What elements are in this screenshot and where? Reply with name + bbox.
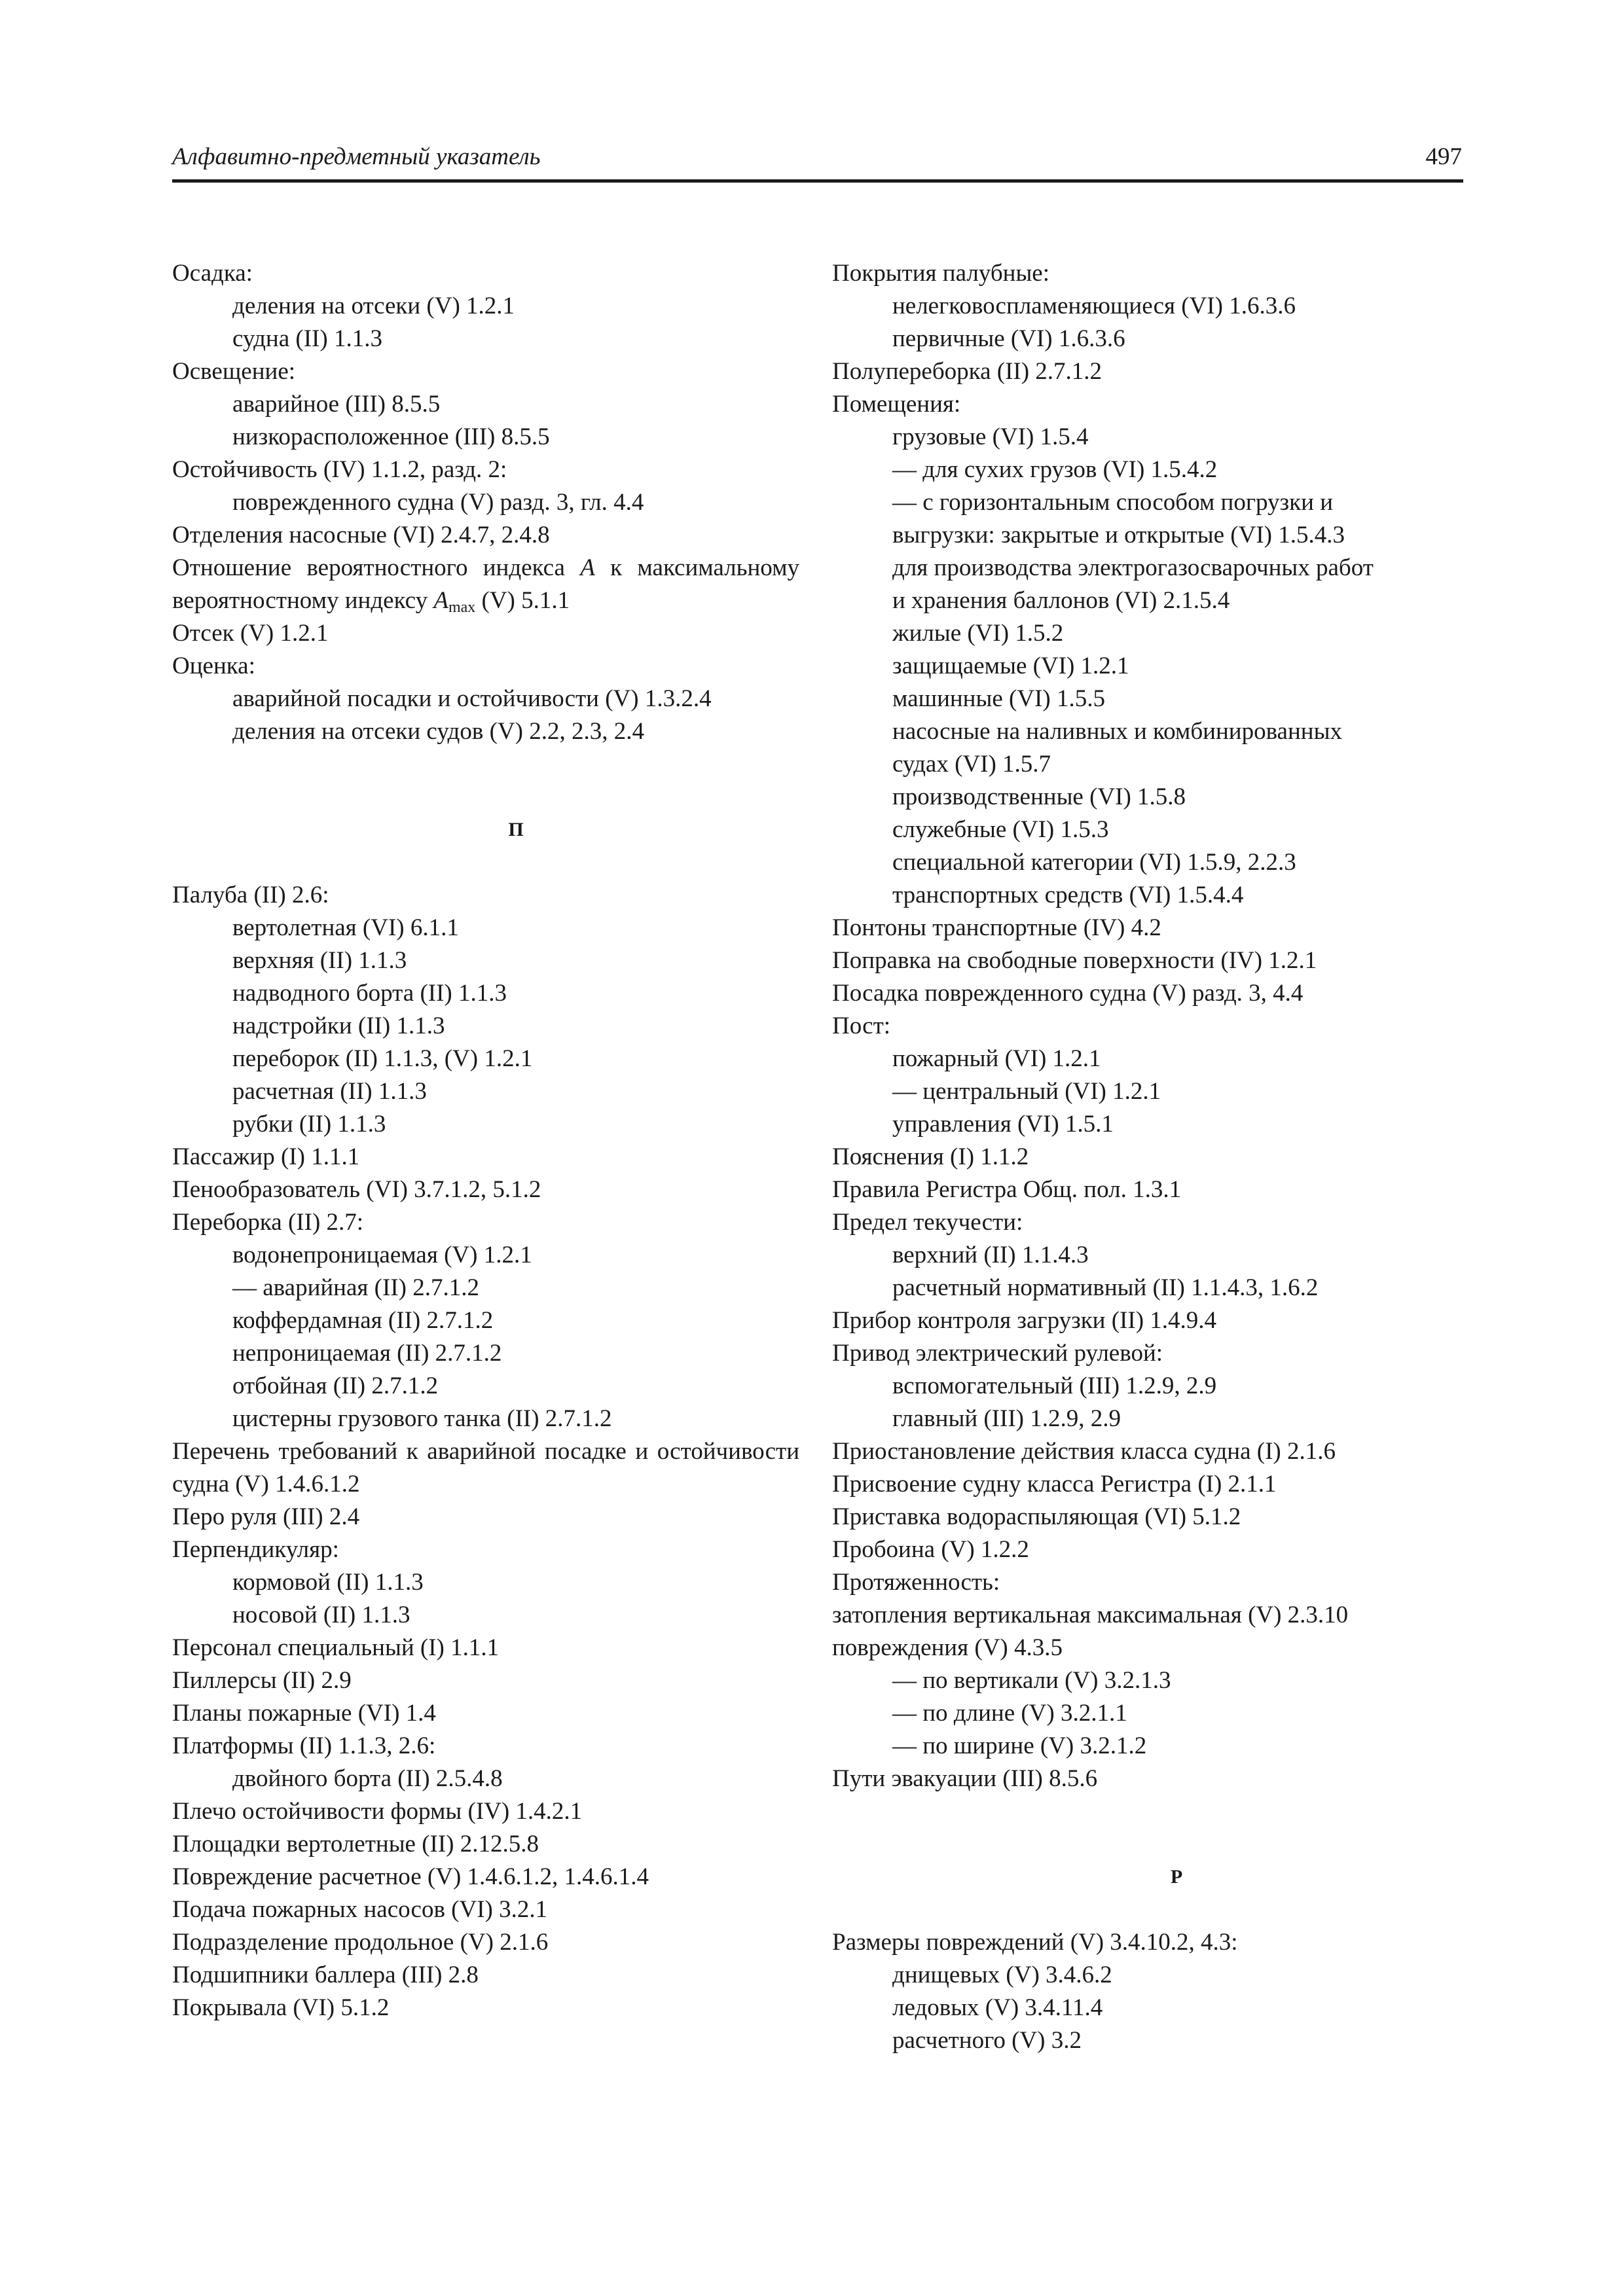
index-subentry: — аварийная (II) 2.7.1.2	[232, 1274, 479, 1301]
index-subentry: верхняя (II) 1.1.3	[232, 947, 407, 974]
index-entry: Повреждение расчетное (V) 1.4.6.1.2, 1.4.6.1.4	[172, 1863, 649, 1890]
index-entry: Присвоение судну класса Регистра (I) 2.1.1	[832, 1471, 1277, 1498]
index-subentry: двойного борта (II) 2.5.4.8	[232, 1765, 503, 1792]
index-subentry: судах (VI) 1.5.7	[892, 751, 1051, 778]
index-entry: Плечо остойчивости формы (IV) 1.4.2.1	[172, 1798, 583, 1825]
index-entry: Приостановление действия класса судна (I) 2.1.6	[832, 1438, 1336, 1465]
index-entry: Полупереборка (II) 2.7.1.2	[832, 358, 1103, 385]
index-subentry: нелегковоспламеняющиеся (VI) 1.6.3.6	[892, 293, 1296, 319]
index-subentry: судна (II) 1.1.3	[232, 325, 382, 352]
index-subentry: низкорасположенное (III) 8.5.5	[232, 423, 550, 450]
index-entry: Подшипники баллера (III) 2.8	[172, 1962, 479, 1988]
index-entry-ratio: Отношение вероятностного индекса A к максимальному вероятностному индексу $A_{max}$ (V) 5.1.1	[172, 554, 800, 616]
index-subentry: цистерны грузового танка (II) 2.7.1.2	[232, 1405, 612, 1432]
index-subentry: кормовой (II) 1.1.3	[232, 1569, 424, 1596]
index-entry: Оценка:	[172, 653, 255, 679]
index-entry: Пост:	[832, 1013, 891, 1039]
index-entry: Остойчивость (IV) 1.1.2, разд. 2:	[172, 456, 507, 483]
index-subentry: — с горизонтальным способом погрузки и	[892, 489, 1333, 516]
index-entry: Перпендикуляр:	[172, 1536, 339, 1563]
index-entry: Пробоина (V) 1.2.2	[832, 1536, 1029, 1563]
index-entry-perechen: Перечень требований к аварийной посадке и остойчивости судна (V) 1.4.6.1.2	[172, 1438, 799, 1498]
index-entry: Платформы (II) 1.1.3, 2.6:	[172, 1732, 436, 1759]
index-entry: Площадки вертолетные (II) 2.12.5.8	[172, 1831, 539, 1857]
index-subentry: первичные (VI) 1.6.3.6	[892, 325, 1125, 352]
index-subentry: вспомогательный (III) 1.2.9, 2.9	[892, 1372, 1217, 1399]
index-subentry: машинные (VI) 1.5.5	[892, 685, 1105, 712]
running-title: Алфавитно-предметный указатель	[172, 143, 541, 170]
index-group-p	[172, 879, 799, 1435]
index-entry: Приставка водораспыляющая (VI) 5.1.2	[832, 1503, 1241, 1530]
index-subentry: непроницаемая (II) 2.7.1.2	[232, 1340, 502, 1367]
index-group-o-tail	[172, 617, 799, 748]
index-subentry: водонепроницаемая (V) 1.2.1	[232, 1242, 532, 1268]
index-entry: Осадка:	[172, 260, 253, 287]
index-subentry: аварийной посадки и остойчивости (V) 1.3.2.4	[232, 685, 712, 712]
index-subentry: производственные (VI) 1.5.8	[892, 783, 1186, 810]
index-subentry: пожарный (VI) 1.2.1	[892, 1045, 1101, 1072]
index-entry: Предел текучести:	[832, 1209, 1023, 1236]
index-entry: Поправка на свободные поверхности (IV) 1.2.1	[832, 947, 1317, 974]
index-group-p-continued	[832, 257, 1461, 1795]
index-subentry: аварийное (III) 8.5.5	[232, 391, 441, 418]
page-number: 497	[1425, 143, 1462, 170]
index-entry: Покрытия палубные:	[832, 260, 1050, 287]
right-column	[832, 257, 1461, 2057]
index-entry: Палуба (II) 2.6:	[172, 882, 329, 908]
index-entry: Отсек (V) 1.2.1	[172, 620, 329, 647]
index-subentry: расчетного (V) 3.2	[892, 2027, 1082, 2054]
index-subentry: ледовых (V) 3.4.11.4	[892, 1994, 1103, 2021]
index-subentry: выгрузки: закрытые и открытые (VI) 1.5.4.3	[892, 522, 1345, 548]
index-subentry: надстройки (II) 1.1.3	[232, 1013, 445, 1039]
index-entry: Понтоны транспортные (IV) 4.2	[832, 914, 1161, 941]
index-subentry: транспортных средств (VI) 1.5.4.4	[892, 882, 1244, 908]
index-subentry: деления на отсеки судов (V) 2.2, 2.3, 2.4	[232, 718, 644, 745]
running-header	[172, 143, 1463, 183]
index-entry: Пути эвакуации (III) 8.5.6	[832, 1765, 1098, 1792]
index-subentry: надводного борта (II) 1.1.3	[232, 980, 507, 1007]
index-entry: Пассажир (I) 1.1.1	[172, 1143, 360, 1170]
index-subentry: управления (VI) 1.5.1	[892, 1111, 1114, 1138]
index-entry: затопления вертикальная максимальная (V) 2.3.10	[832, 1602, 1349, 1628]
index-entry: Привод электрический рулевой:	[832, 1340, 1163, 1367]
index-subentry: рубки (II) 1.1.3	[232, 1111, 386, 1138]
index-subentry: — для сухих грузов (VI) 1.5.4.2	[892, 456, 1218, 483]
index-entry: Подразделение продольное (V) 2.1.6	[172, 1929, 549, 1956]
index-entry: Прибор контроля загрузки (II) 1.4.9.4	[832, 1307, 1217, 1334]
section-heading-p: П	[508, 819, 524, 840]
left-column	[172, 257, 799, 2024]
index-entry: Посадка поврежденного судна (V) разд. 3, 4.4	[832, 980, 1304, 1007]
index-entry: Протяженность:	[832, 1569, 1000, 1596]
index-entry: Правила Регистра Общ. пол. 1.3.1	[832, 1176, 1182, 1203]
index-subentry: для производства электрогазосварочных работ	[892, 554, 1374, 581]
index-subentry: защищаемые (VI) 1.2.1	[892, 653, 1129, 679]
index-entry: Размеры повреждений (V) 3.4.10.2, 4.3:	[832, 1929, 1238, 1956]
index-entry: Отделения насосные (VI) 2.4.7, 2.4.8	[172, 522, 550, 548]
index-entry: Переборка (II) 2.7:	[172, 1209, 364, 1236]
index-subentry: специальной категории (VI) 1.5.9, 2.2.3	[892, 849, 1296, 876]
index-subentry: — по длине (V) 3.2.1.1	[892, 1700, 1127, 1727]
index-subentry: расчетный нормативный (II) 1.1.4.3, 1.6.2	[892, 1274, 1319, 1301]
index-entry: Пенообразователь (VI) 3.7.1.2, 5.1.2	[172, 1176, 541, 1203]
index-group-p-tail	[172, 1501, 799, 2024]
index-entry: Планы пожарные (VI) 1.4	[172, 1700, 436, 1727]
index-subentry: грузовые (VI) 1.5.4	[892, 423, 1089, 450]
index-subentry: — центральный (VI) 1.2.1	[892, 1078, 1161, 1105]
index-subentry: переборок (II) 1.1.3, (V) 1.2.1	[232, 1045, 533, 1072]
index-entry: Освещение:	[172, 358, 296, 385]
index-entry: Помещения:	[832, 391, 961, 418]
index-entry: Перо руля (III) 2.4	[172, 1503, 360, 1530]
section-heading-r: Р	[1170, 1866, 1183, 1888]
index-entry: Покрывала (VI) 5.1.2	[172, 1994, 390, 2021]
index-subentry: — по вертикали (V) 3.2.1.3	[892, 1667, 1171, 1694]
index-subentry: верхний (II) 1.1.4.3	[892, 1242, 1089, 1268]
index-subentry: расчетная (II) 1.1.3	[232, 1078, 427, 1105]
index-subentry: насосные на наливных и комбинированных	[892, 718, 1342, 745]
index-subentry: носовой (II) 1.1.3	[232, 1602, 410, 1628]
index-subentry: коффердамная (II) 2.7.1.2	[232, 1307, 494, 1334]
index-entry: повреждения (V) 4.3.5	[832, 1634, 1063, 1661]
index-entry: Пиллерсы (II) 2.9	[172, 1667, 352, 1694]
index-subentry: служебные (VI) 1.5.3	[892, 816, 1109, 843]
index-subentry: отбойная (II) 2.7.1.2	[232, 1372, 439, 1399]
index-entry: Подача пожарных насосов (VI) 3.2.1	[172, 1896, 548, 1923]
index-subentry: деления на отсеки (V) 1.2.1	[232, 293, 515, 319]
index-subentry: главный (III) 1.2.9, 2.9	[892, 1405, 1121, 1432]
index-group-r	[832, 1926, 1461, 2057]
index-subentry: жилые (VI) 1.5.2	[892, 620, 1064, 647]
index-entry: Пояснения (I) 1.1.2	[832, 1143, 1029, 1170]
index-subentry: — по ширине (V) 3.2.1.2	[892, 1732, 1147, 1759]
index-subentry: и хранения баллонов (VI) 2.1.5.4	[892, 587, 1230, 614]
index-group-o	[172, 257, 799, 552]
index-subentry: поврежденного судна (V) разд. 3, гл. 4.4	[232, 489, 644, 516]
index-subentry: днищевых (V) 3.4.6.2	[892, 1962, 1112, 1988]
index-subentry: вертолетная (VI) 6.1.1	[232, 914, 459, 941]
index-entry: Персонал специальный (I) 1.1.1	[172, 1634, 500, 1661]
